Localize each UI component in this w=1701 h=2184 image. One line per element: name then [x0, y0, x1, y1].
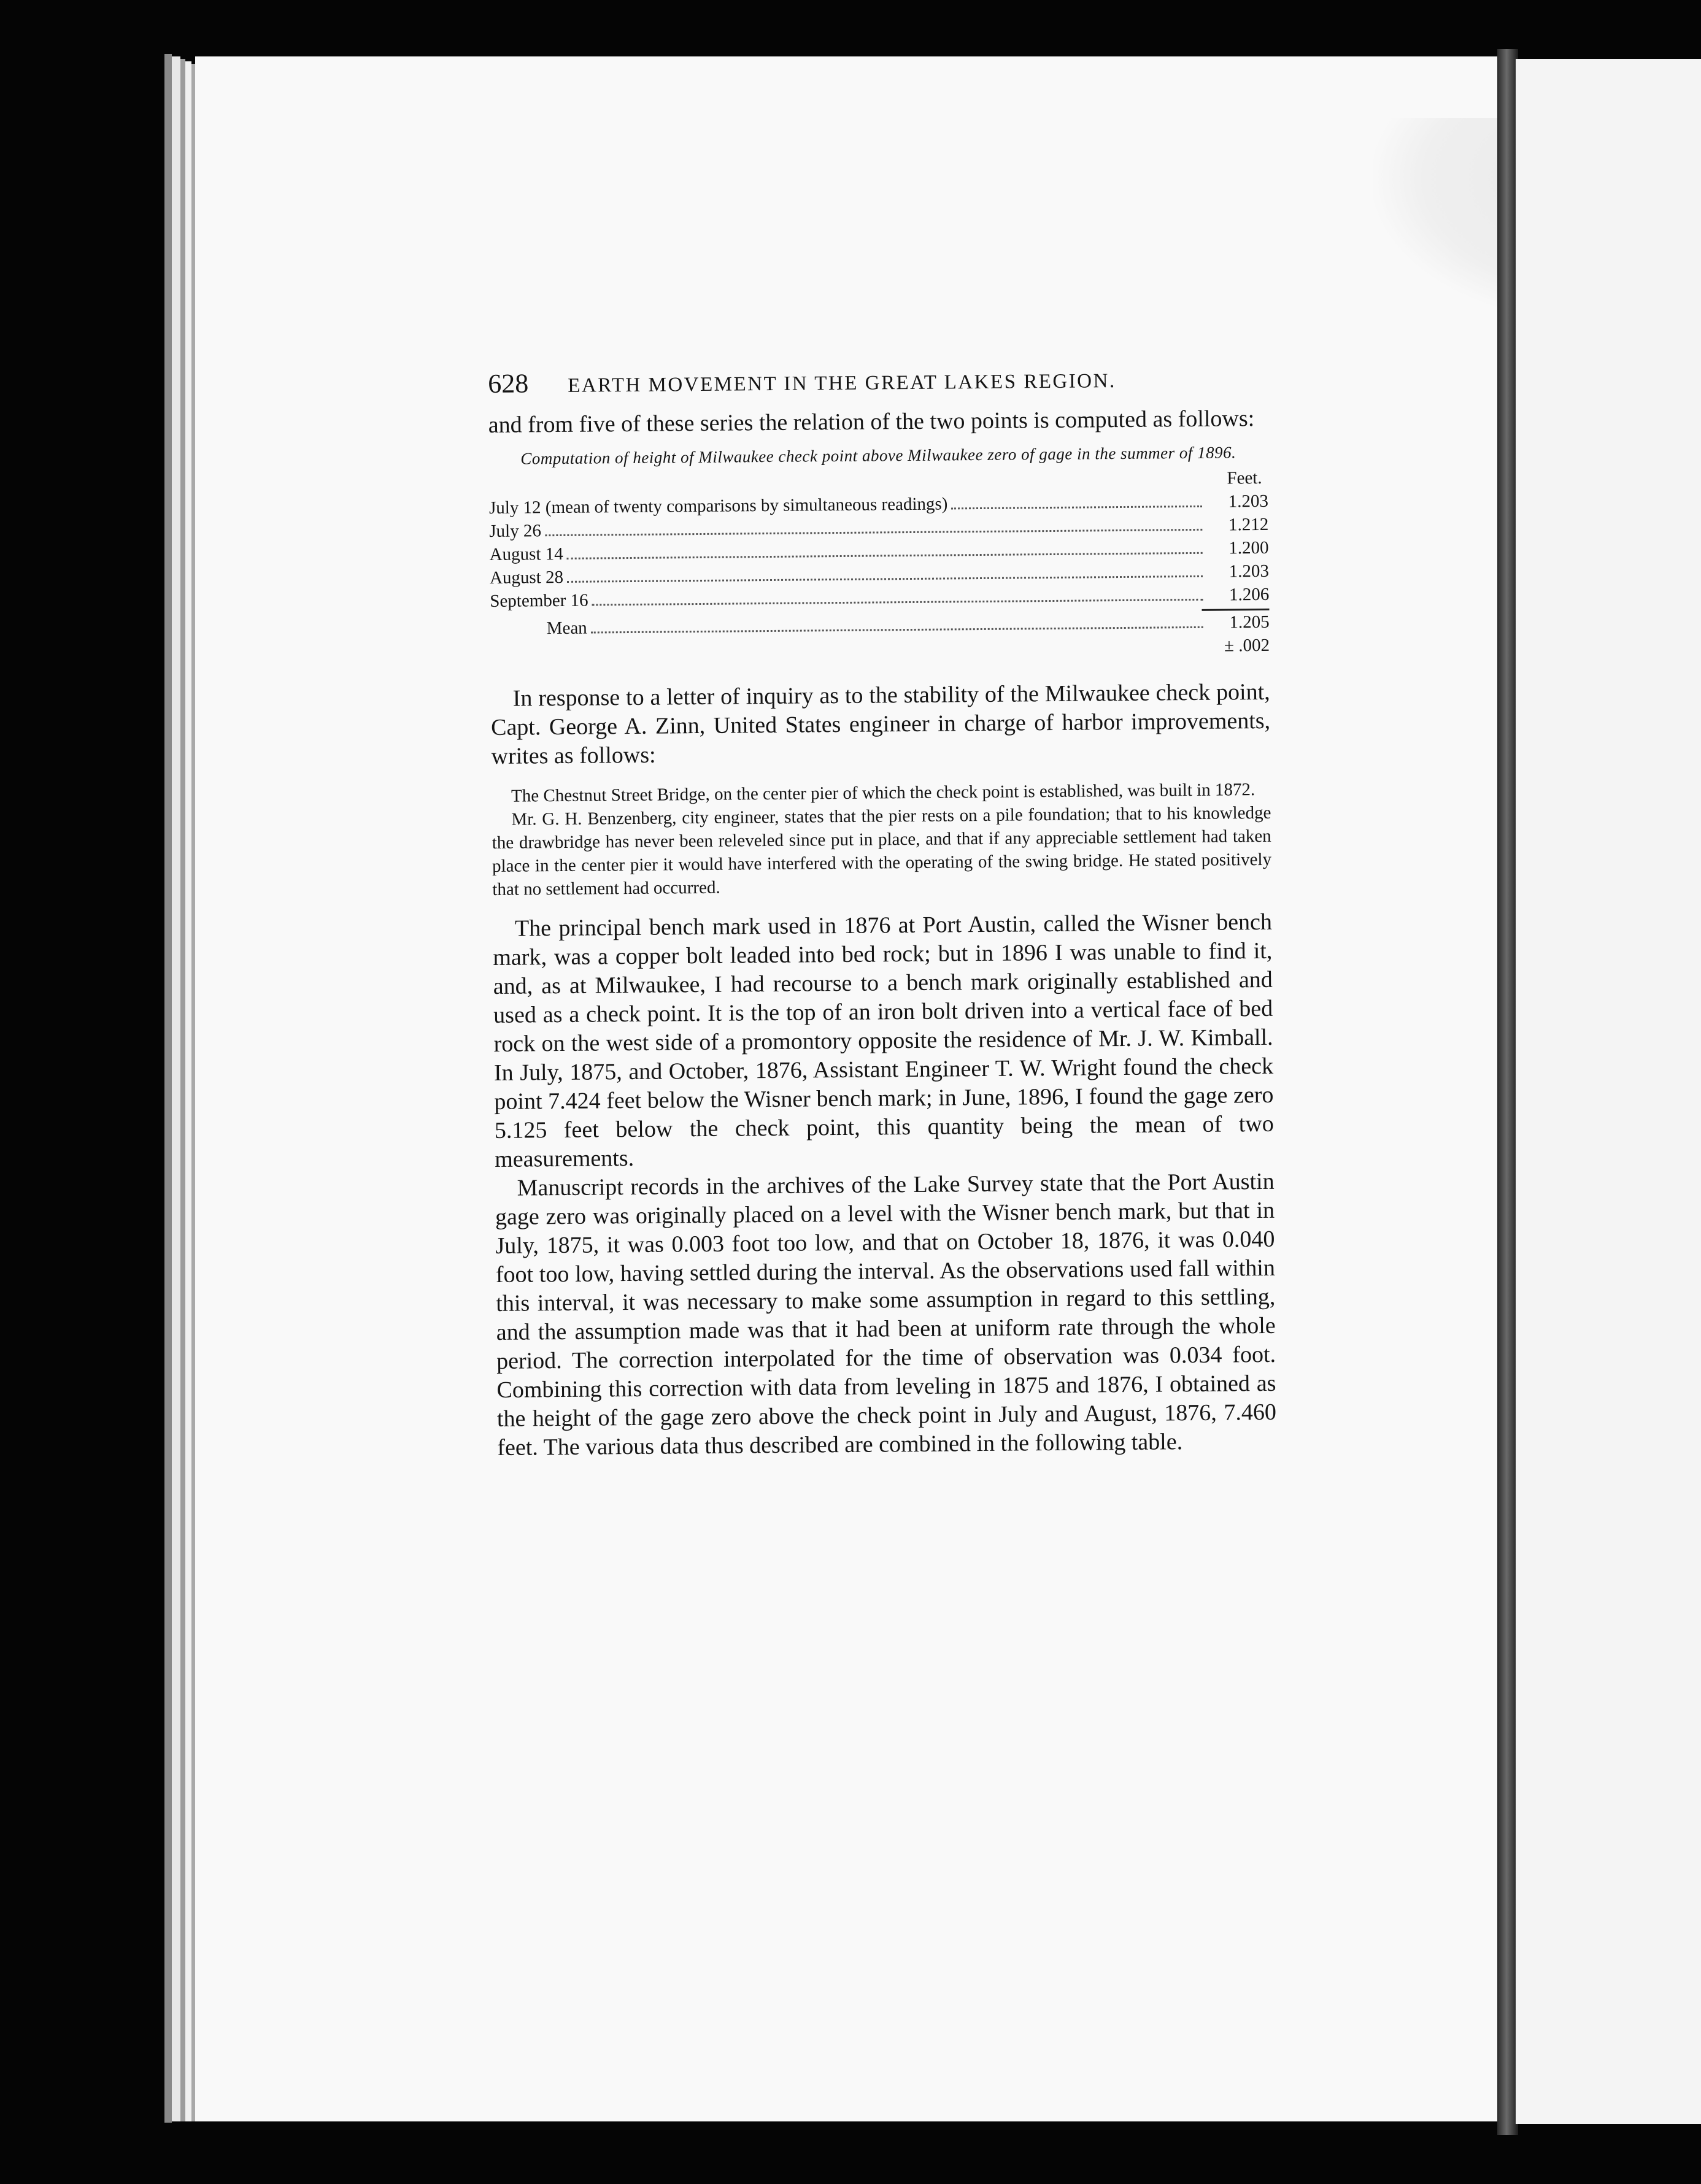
row-value: 1.212	[1228, 514, 1269, 535]
page-content	[488, 361, 1277, 1463]
page-edge	[172, 56, 180, 2121]
facing-page	[1516, 59, 1701, 2124]
row-value: 1.200	[1228, 537, 1269, 558]
mean-error: ± .002	[1224, 635, 1270, 656]
page-edge	[180, 59, 185, 2121]
table-rows	[489, 490, 1270, 613]
paragraph-1: In response to a letter of inquiry as to the stability of the Milwaukee check point, Capt. George A. Zinn, United States engineer in charge of harbor improvements, writes as follows:	[490, 679, 1271, 769]
computation-table	[488, 466, 1270, 664]
paragraph-3: Manuscript records in the archives of the Lake Survey state that the Port Austin gage zero was originally placed on a level with the Wisner bench mark, but that in July, 1875, it was 0.003 foot too low, and that on October 18, 1876, it was 0.040 foot too low, having settled during the interval. As the observations used fall within this interval, it was necessary to make some assumption in regard to this settling, and the assumption made was that it had been at uniform rate through the whole period. The correction interpolated for the time of observation was 0.034 foot. Combining this correction with data from leveling in 1875 and 1876, I obtained as the height of the gage zero above the check point in July and August, 1876, 7.460 feet. The various data thus described are combined in the following table.	[495, 1168, 1277, 1461]
row-label: July 26	[489, 521, 542, 541]
dot-leader	[592, 599, 1203, 606]
dot-leader	[567, 575, 1203, 583]
row-label: July 12 (mean of twenty comparisons by simultaneous readings)	[488, 494, 948, 518]
mean-value: 1.205	[1229, 612, 1270, 633]
dot-leader	[545, 529, 1202, 536]
page-edge	[185, 61, 191, 2121]
running-head: EARTH MOVEMENT IN THE GREAT LAKES REGION.	[568, 370, 1116, 397]
row-value: 1.203	[1228, 561, 1270, 582]
dot-leader	[567, 552, 1203, 559]
page-number: 628	[488, 368, 529, 399]
dot-leader	[951, 506, 1202, 510]
table-unit: Feet.	[1227, 467, 1262, 488]
quote-1: The Chestnut Street Bridge, on the center pier of which the check point is established, was built in 1872.	[511, 780, 1256, 806]
row-label: August 28	[489, 567, 564, 588]
mean-label: Mean	[546, 618, 587, 639]
quote-2: Mr. G. H. Benzenberg, city engineer, states that the pier rests on a pile foundation; that to his knowledge the drawbridge has never been releveled since put in place, and that if any appreciable settlement had taken place in the center pier it would have interfered with the operating of the swing bridge. He stated positively that no settlement had occurred.	[492, 802, 1272, 899]
row-value: 1.203	[1228, 491, 1269, 512]
table-caption: Computation of height of Milwaukee check point above Milwaukee zero of gage in the summer of 1896.	[520, 443, 1236, 468]
intro-paragraph: and from five of these series the relation of the two points is computed as follows:	[488, 406, 1255, 438]
row-label: August 14	[489, 544, 563, 564]
paragraph-2: The principal bench mark used in 1876 at Port Austin, called the Wisner bench mark, was a copper bolt leaded into bed rock; but in 1896 I was unable to find it, and, as at Milwaukee, I had recourse to a bench mark originally established and used as a check point. It is the top of an iron bolt driven into a vertical face of bed rock on the west side of a promontory opposite the residence of Mr. J. W. Kimball. In July, 1875, and October, 1876, Assistant Engineer T. W. Wright found the check point 7.424 feet below the Wisner bench mark; in June, 1896, I found the gage zero 5.125 feet below the check point, this quantity being the mean of two measurements.	[493, 909, 1274, 1172]
page-header	[488, 361, 1268, 411]
book-gutter	[1497, 49, 1518, 2135]
dot-leader	[591, 626, 1203, 634]
row-label: September 16	[490, 590, 588, 611]
page-edge	[164, 54, 172, 2123]
row-value: 1.206	[1228, 584, 1270, 605]
